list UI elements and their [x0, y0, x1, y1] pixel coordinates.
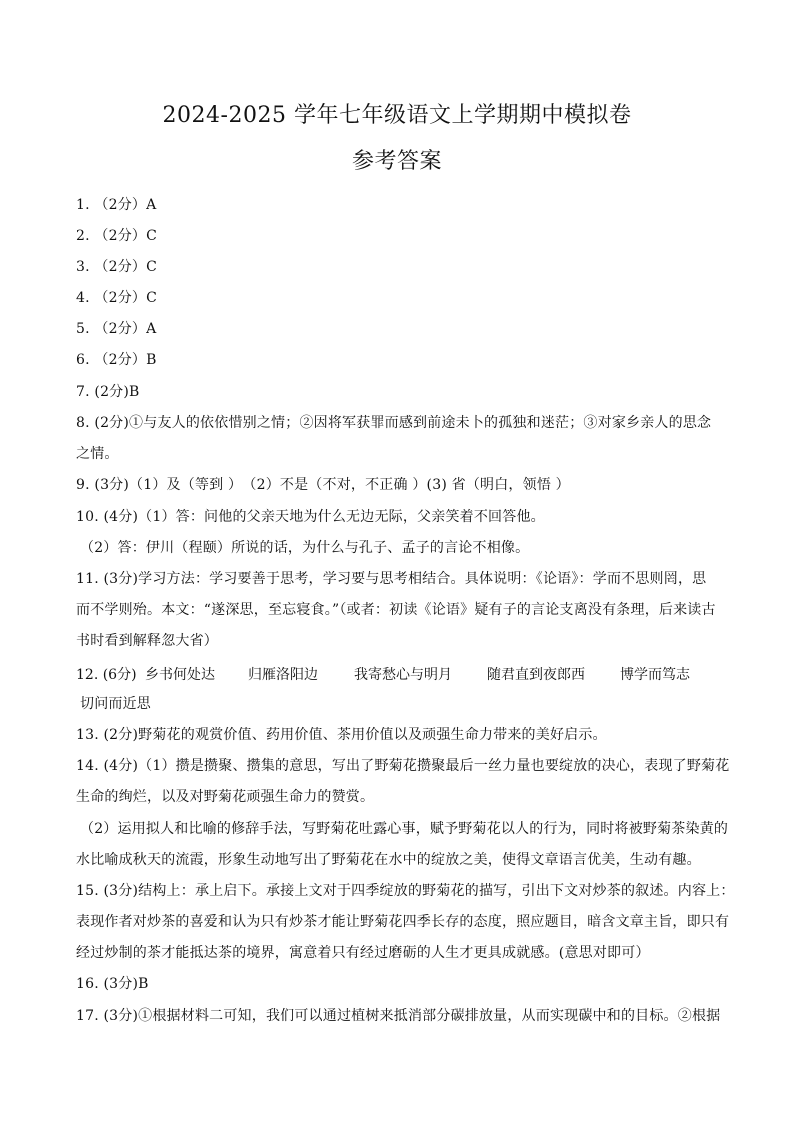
- answer-15-line-3: 经过炒制的茶才能抵达茶的境界，寓意着只有经过磨砺的人生才更具成就感。(意思对即可）: [76, 945, 650, 961]
- answer-15-line-2: 表现作者对炒茶的喜爱和认为只有炒茶才能让野菊花四季长存的态度，照应题目，暗含文章主旨，即只有: [76, 914, 730, 930]
- answer-14-line-4: 水比喻成秋天的流霞，形象生动地写出了野菊花在水中的绽放之美，使得文章语言优美，生动有趣。: [76, 852, 701, 868]
- answer-17-line-1: 17. (3分)①根据材料二可知，我们可以通过植树来抵消部分碳排放量，从而实现碳中和的目标。②根据: [76, 1008, 721, 1024]
- answer-4: 4. （2分）C: [76, 290, 158, 306]
- answer-10-line-1: 10. (4分)（1）答：问他的父亲天地为什么无边无际，父亲笑着不回答他。: [76, 509, 545, 525]
- answer-12-item: 乡书何处达: [145, 667, 215, 683]
- answer-12-line-2: 切问而近思: [80, 696, 151, 712]
- answer-8-line-1: 8. (2分)①与友人的依依惜别之情；②因将军获罪而感到前途未卜的孤独和迷茫；③对家乡亲人的思念: [76, 415, 712, 431]
- answer-14-line-1: 14. (4分)（1）攒是攒聚、攒集的意思，写出了野菊花攒聚最后一丝力量也要绽放的决心，表现了野菊花: [76, 758, 730, 774]
- answer-8-line-2: 之情。: [76, 446, 119, 462]
- answer-1: 1. （2分）A: [76, 197, 157, 213]
- answer-9: 9. (3分)（1）及（等到 ） （2）不是（不对，不正确 ）(3) 省（明白，领悟 ）: [76, 477, 570, 493]
- answer-12-label: 12. (6分): [76, 667, 137, 683]
- page-subtitle: 参考答案: [351, 149, 442, 174]
- answer-14-line-2: 生命的绚烂，以及对野菊花顽强生命力的赞赏。: [76, 789, 375, 805]
- answer-3: 3. （2分）C: [76, 259, 158, 275]
- answer-6: 6. （2分）B: [76, 352, 157, 368]
- answer-7: 7. (2分)B: [76, 384, 140, 400]
- answer-11-line-2: 而不学则殆。本文：“遂深思，至忘寝食。”（或者：初读《论语》疑有子的言论支离没有条理，后来读古: [76, 602, 716, 618]
- answer-14-line-3: （2）运用拟人和比喻的修辞手法，写野菊花吐露心事，赋予野菊花以人的行为，同时将被野菊茶染黄的: [80, 821, 729, 837]
- answer-11-line-1: 11. (3分)学习方法：学习要善于思考，学习要与思考相结合。具体说明：《论语》：学而不思则罔，思: [76, 571, 707, 587]
- answer-2: 2. （2分）C: [76, 228, 158, 244]
- answer-11-line-3: 书时看到解释忽大省）: [76, 633, 218, 649]
- answer-13: 13. (2分)野菊花的观赏价值、药用价值、茶用价值以及顽强生命力带来的美好启示。: [76, 727, 607, 743]
- answer-12-item: 我寄愁心与明月: [354, 667, 452, 683]
- answer-5: 5. （2分）A: [76, 321, 157, 337]
- page-title: 2024-2025 学年七年级语文上学期期中模拟卷: [162, 103, 632, 128]
- answer-16: 16. (3分)B: [76, 976, 149, 992]
- answer-15-line-1: 15. (3分)结构上：承上启下。承接上文对于四季绽放的野菊花的描写，引出下文对炒茶的叙述。内容上：: [76, 883, 735, 899]
- answer-12-item: 归雁洛阳边: [248, 667, 318, 683]
- answer-12-item: 随君直到夜郎西: [487, 667, 585, 683]
- answer-12-item: 博学而笃志: [620, 667, 690, 683]
- answer-10-line-2: （2）答：伊川（程颐）所说的话，为什么与孔子、孟子的言论不相像。: [80, 540, 530, 556]
